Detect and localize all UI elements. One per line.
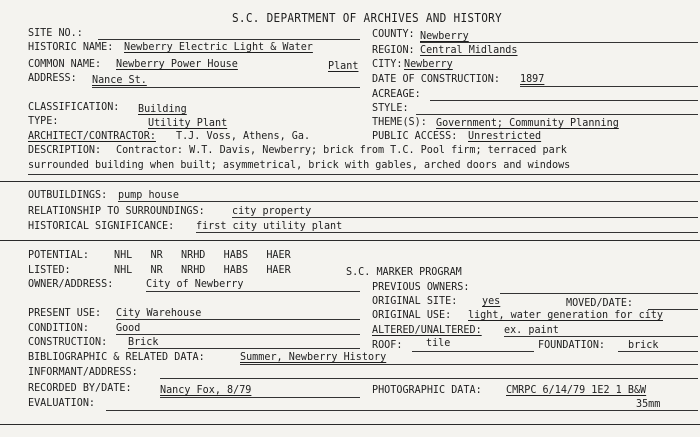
- significance-line: [196, 232, 698, 233]
- recorded-label: RECORDED BY/DATE:: [28, 381, 132, 394]
- county-value: Newberry: [420, 29, 469, 42]
- condition-value: Good: [116, 321, 141, 334]
- outbuildings-label: OUTBUILDINGS:: [28, 188, 108, 201]
- present-use-value: City Warehouse: [116, 306, 202, 319]
- relationship-value: city property: [232, 204, 312, 217]
- city-label: CITY:: [372, 57, 403, 70]
- evaluation-label: EVALUATION:: [28, 396, 96, 409]
- bibliographic-label: BIBLIOGRAPHIC & RELATED DATA:: [28, 350, 205, 363]
- owner-line: [146, 291, 360, 292]
- bibliographic-value: Summer, Newberry History: [240, 350, 387, 363]
- original-site-label: ORIGINAL SITE:: [372, 294, 458, 307]
- altered-value: ex. paint: [504, 323, 559, 336]
- region-label: REGION:: [372, 43, 415, 56]
- marker-program: S.C. MARKER PROGRAM: [346, 265, 462, 278]
- photographic-value: CMRPC 6/14/79 1E2 1 B&W: [506, 383, 647, 396]
- roof-line: [412, 351, 534, 352]
- public-access-label: PUBLIC ACCESS:: [372, 129, 458, 142]
- construction-label: CONSTRUCTION:: [28, 335, 108, 348]
- evaluation-line: [106, 410, 698, 411]
- acreage-label: ACREAGE:: [372, 87, 421, 100]
- type-label: TYPE:: [28, 114, 59, 127]
- moved-date-label: MOVED/DATE:: [566, 296, 634, 309]
- present-use-label: PRESENT USE:: [28, 306, 102, 319]
- photographic-format: 35mm: [636, 397, 661, 410]
- original-site-value: yes: [482, 294, 501, 307]
- description-label: DESCRIPTION:: [28, 143, 102, 156]
- theme-value: Government; Community Planning: [436, 116, 619, 129]
- informant-line: [160, 378, 698, 379]
- region-value: Central Midlands: [420, 43, 518, 56]
- altered-label: ALTERED/UNALTERED:: [372, 323, 482, 336]
- listed-options: NHL NR NRHD HABS HAER: [114, 263, 291, 276]
- date-of-construction-value: 1897: [520, 72, 545, 85]
- theme-label: THEME(S):: [372, 115, 427, 128]
- address-value: Nance St.: [92, 73, 147, 86]
- original-use-value: light, water generation for city: [468, 308, 663, 321]
- previous-owners-label: PREVIOUS OWNERS:: [372, 280, 470, 293]
- outbuildings-line: [118, 201, 698, 202]
- historic-name-value: Newberry Electric Light & Water: [124, 40, 313, 53]
- outbuildings-value: pump house: [118, 188, 179, 201]
- description-line-1: Contractor: W.T. Davis, Newberry; brick from T.C. Pool firm; terraced park: [116, 143, 567, 156]
- bibliographic-line: [240, 364, 698, 365]
- section-separator: [0, 240, 700, 241]
- date-line: [520, 86, 698, 87]
- address-line: [92, 87, 360, 88]
- altered-line: [504, 336, 698, 337]
- plant-suffix: Plant: [328, 59, 359, 72]
- roof-label: ROOF:: [372, 338, 403, 351]
- address-label: ADDRESS:: [28, 71, 77, 84]
- classification-value: Building: [138, 102, 187, 115]
- roof-value: tile: [426, 336, 451, 349]
- architect-value: T.J. Voss, Athens, Ga.: [176, 129, 311, 142]
- common-name-label: COMMON NAME:: [28, 57, 102, 70]
- significance-value: first city utility plant: [196, 219, 343, 232]
- architect-label: ARCHITECT/CONTRACTOR:: [28, 129, 156, 142]
- foundation-value: brick: [628, 338, 659, 351]
- owner-label: OWNER/ADDRESS:: [28, 277, 114, 290]
- original-use-label: ORIGINAL USE:: [372, 308, 452, 321]
- form-title: S.C. DEPARTMENT OF ARCHIVES AND HISTORY: [232, 11, 502, 25]
- relationship-line: [232, 217, 698, 218]
- present-use-line: [116, 319, 360, 320]
- foundation-line: [618, 351, 698, 352]
- type-value: Utility Plant: [148, 116, 228, 129]
- date-of-construction-label: DATE OF CONSTRUCTION:: [372, 72, 500, 85]
- significance-label: HISTORICAL SIGNIFICANCE:: [28, 219, 175, 232]
- style-label: STYLE:: [372, 101, 409, 114]
- foundation-label: FOUNDATION:: [538, 338, 606, 351]
- common-name-value: Newberry Power House: [116, 57, 238, 70]
- footer-separator: [0, 424, 700, 425]
- description-line-2: surrounded building when built; asymmetrical, brick with gables, arched doors and windows: [28, 158, 571, 171]
- recorded-line: [160, 397, 360, 398]
- city-value: Newberry: [404, 57, 453, 70]
- construction-value: Brick: [128, 335, 159, 348]
- section-separator: [0, 181, 700, 182]
- informant-label: INFORMANT/ADDRESS:: [28, 365, 138, 378]
- relationship-label: RELATIONSHIP TO SURROUNDINGS:: [28, 204, 205, 217]
- description-line: [28, 174, 698, 175]
- county-label: COUNTY:: [372, 27, 415, 40]
- historic-name-label: HISTORIC NAME:: [28, 40, 114, 53]
- potential-options: NHL NR NRHD HABS HAER: [114, 248, 291, 261]
- condition-label: CONDITION:: [28, 321, 89, 334]
- owner-value: City of Newberry: [146, 277, 244, 290]
- photographic-label: PHOTOGRAPHIC DATA:: [372, 383, 482, 396]
- construction-line: [128, 348, 360, 349]
- listed-label: LISTED:: [28, 263, 71, 276]
- acreage-line: [430, 100, 698, 101]
- previous-owners-line: [500, 293, 698, 294]
- recorded-value: Nancy Fox, 8/79: [160, 383, 252, 396]
- site-no-label: SITE NO.:: [28, 26, 83, 39]
- style-line: [416, 114, 698, 115]
- potential-label: POTENTIAL:: [28, 248, 89, 261]
- public-access-value: Unrestricted: [468, 129, 542, 142]
- classification-label: CLASSIFICATION:: [28, 100, 120, 113]
